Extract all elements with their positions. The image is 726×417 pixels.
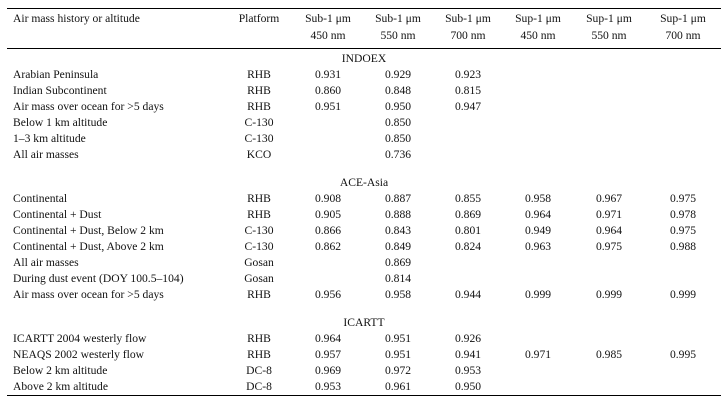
value-cell (645, 83, 721, 99)
value-cell (293, 271, 363, 287)
value-cell: 0.951 (314, 100, 342, 113)
value-cell (433, 131, 503, 147)
section-header-row (7, 49, 721, 68)
value-cell: 0.967 (595, 192, 623, 205)
table-row (7, 255, 721, 271)
row-label: 1–3 km altitude (13, 132, 86, 145)
section-spacer (7, 303, 721, 315)
row-label: Below 2 km altitude (13, 364, 108, 377)
value-cell (503, 67, 573, 83)
value-cell (503, 271, 573, 287)
value-cell (573, 331, 645, 347)
header-platform: Platform (238, 12, 280, 25)
table-row (7, 239, 721, 255)
row-label: Continental + Dust (13, 208, 102, 221)
row-label: During dust event (DOY 100.5–104) (13, 272, 184, 285)
value-cell: 0.950 (384, 100, 412, 113)
value-cell (573, 147, 645, 163)
value-cell: 0.908 (314, 192, 342, 205)
value-cell: 0.969 (314, 364, 342, 377)
row-label: All air masses (13, 148, 79, 161)
spacer-cell (7, 163, 721, 175)
section-spacer (7, 163, 721, 175)
section-title: ICARTT (343, 316, 385, 329)
row-label: ICARTT 2004 westerly flow (13, 332, 147, 345)
value-cell (573, 99, 645, 115)
spacer-cell (7, 303, 721, 315)
value-cell (433, 271, 503, 287)
platform-cell: C-130 (244, 240, 274, 253)
platform-cell: RHB (247, 192, 271, 205)
value-cell: 0.941 (454, 348, 482, 361)
value-cell (645, 67, 721, 83)
value-cell: 0.985 (595, 348, 623, 361)
row-label: NEAQS 2002 westerly flow (13, 348, 145, 361)
value-cell: 0.850 (384, 132, 412, 145)
value-cell: 0.999 (524, 288, 552, 301)
value-cell (645, 271, 721, 287)
value-cell: 0.905 (314, 208, 342, 221)
platform-cell: RHB (247, 208, 271, 221)
value-cell (573, 115, 645, 131)
value-cell: 0.999 (669, 288, 697, 301)
value-cell: 0.862 (314, 240, 342, 253)
row-label: Indian Subcontinent (13, 84, 107, 97)
value-cell: 0.951 (384, 348, 412, 361)
value-cell (503, 83, 573, 99)
platform-cell: RHB (247, 68, 271, 81)
value-cell: 0.866 (314, 224, 342, 237)
value-cell (503, 147, 573, 163)
value-cell (503, 131, 573, 147)
header-sup1-700: Sup-1 μm 700 nm (660, 12, 706, 42)
value-cell (503, 379, 573, 396)
value-cell: 0.869 (384, 256, 412, 269)
value-cell: 0.971 (524, 348, 552, 361)
value-cell (645, 131, 721, 147)
value-cell: 0.957 (314, 348, 342, 361)
platform-cell: RHB (247, 332, 271, 345)
value-cell: 0.961 (363, 379, 433, 396)
platform-cell: C-130 (244, 224, 274, 237)
value-cell (433, 255, 503, 271)
value-cell: 0.814 (384, 272, 412, 285)
table-row (7, 83, 721, 99)
value-cell: 0.995 (669, 348, 697, 361)
value-cell: 0.931 (314, 68, 342, 81)
table-row (7, 147, 721, 163)
row-label: Continental (13, 192, 68, 205)
header-sup1-550: Sup-1 μm 550 nm (586, 12, 632, 42)
row-label: Air mass over ocean for >5 days (13, 100, 164, 113)
value-cell: 0.824 (454, 240, 482, 253)
value-cell: 0.850 (384, 116, 412, 129)
platform-cell: RHB (247, 84, 271, 97)
value-cell: 0.975 (669, 192, 697, 205)
section-title: INDOEX (341, 52, 387, 65)
value-cell: 0.843 (384, 224, 412, 237)
value-cell (293, 131, 363, 147)
section-header-row (7, 315, 721, 331)
single-scattering-albedo-table (7, 8, 721, 396)
value-cell (293, 255, 363, 271)
value-cell (573, 363, 645, 379)
value-cell: 0.964 (314, 332, 342, 345)
value-cell (503, 99, 573, 115)
header-air-mass: Air mass history or altitude (13, 12, 140, 25)
value-cell (645, 147, 721, 163)
platform-cell: Gosan (244, 272, 274, 285)
value-cell: 0.953 (293, 379, 363, 396)
value-cell (645, 331, 721, 347)
table-row (7, 331, 721, 347)
value-cell (433, 115, 503, 131)
value-cell: 0.849 (384, 240, 412, 253)
value-cell (573, 83, 645, 99)
value-cell: 0.801 (454, 224, 482, 237)
value-cell: 0.964 (524, 208, 552, 221)
header-sub1-450: Sub-1 μm 450 nm (305, 12, 351, 42)
table-row (7, 347, 721, 363)
value-cell: 0.950 (433, 379, 503, 396)
value-cell (293, 147, 363, 163)
value-cell (503, 363, 573, 379)
platform-cell: C-130 (244, 132, 274, 145)
table-row (7, 207, 721, 223)
platform-cell: DC-8 (246, 364, 272, 377)
value-cell: 0.975 (595, 240, 623, 253)
platform-cell: RHB (247, 348, 271, 361)
table-row (7, 115, 721, 131)
value-cell: 0.972 (384, 364, 412, 377)
table-row (7, 131, 721, 147)
value-cell: 0.923 (454, 68, 482, 81)
value-cell: 0.860 (314, 84, 342, 97)
platform-cell: Gosan (244, 256, 274, 269)
value-cell: 0.958 (384, 288, 412, 301)
platform-cell: RHB (247, 100, 271, 113)
value-cell: 0.855 (454, 192, 482, 205)
table-row (7, 379, 721, 396)
value-cell: 0.944 (454, 288, 482, 301)
value-cell: 0.953 (454, 364, 482, 377)
value-cell: 0.869 (454, 208, 482, 221)
value-cell (503, 255, 573, 271)
value-cell (573, 131, 645, 147)
row-label: Above 2 km altitude (7, 379, 225, 396)
section-title: ACE-Asia (339, 176, 389, 189)
row-label: Arabian Peninsula (13, 68, 99, 81)
header-row (7, 9, 721, 49)
table-row (7, 271, 721, 287)
value-cell: 0.975 (669, 224, 697, 237)
value-cell (645, 115, 721, 131)
row-label: Below 1 km altitude (13, 116, 108, 129)
table-row (7, 67, 721, 83)
value-cell: 0.949 (524, 224, 552, 237)
value-cell: 0.956 (314, 288, 342, 301)
platform-cell: KCO (246, 148, 272, 161)
value-cell (573, 255, 645, 271)
table-header (7, 9, 721, 49)
value-cell (573, 67, 645, 83)
value-cell (293, 115, 363, 131)
platform-cell: C-130 (244, 116, 274, 129)
value-cell: 0.971 (595, 208, 623, 221)
table-row (7, 223, 721, 239)
value-cell: 0.887 (384, 192, 412, 205)
table-row (7, 287, 721, 303)
row-label: Continental + Dust, Above 2 km (13, 240, 164, 253)
platform-cell: RHB (247, 288, 271, 301)
value-cell: 0.958 (524, 192, 552, 205)
table-row (7, 191, 721, 207)
header-sup1-450: Sup-1 μm 450 nm (515, 12, 561, 42)
value-cell: 0.963 (524, 240, 552, 253)
table-body (7, 49, 721, 396)
value-cell (503, 115, 573, 131)
value-cell: 0.815 (454, 84, 482, 97)
value-cell (645, 255, 721, 271)
table-row (7, 363, 721, 379)
value-cell (573, 379, 645, 396)
value-cell: 0.848 (384, 84, 412, 97)
header-sub1-550: Sub-1 μm 550 nm (375, 12, 421, 42)
header-sub1-700: Sub-1 μm 700 nm (445, 12, 491, 42)
value-cell (645, 99, 721, 115)
value-cell (433, 147, 503, 163)
section-header-row (7, 175, 721, 191)
row-label: Air mass over ocean for >5 days (13, 288, 164, 301)
value-cell (503, 331, 573, 347)
platform-cell: DC-8 (225, 379, 293, 396)
value-cell: 0.988 (669, 240, 697, 253)
value-cell: 0.926 (454, 332, 482, 345)
value-cell (573, 271, 645, 287)
row-label: All air masses (13, 256, 79, 269)
value-cell: 0.929 (384, 68, 412, 81)
value-cell (645, 363, 721, 379)
table-row (7, 99, 721, 115)
value-cell: 0.888 (384, 208, 412, 221)
value-cell: 0.964 (595, 224, 623, 237)
value-cell: 0.951 (384, 332, 412, 345)
value-cell (645, 379, 721, 396)
value-cell: 0.999 (595, 288, 623, 301)
row-label: Continental + Dust, Below 2 km (13, 224, 164, 237)
value-cell: 0.978 (669, 208, 697, 221)
value-cell: 0.736 (384, 148, 412, 161)
value-cell: 0.947 (454, 100, 482, 113)
